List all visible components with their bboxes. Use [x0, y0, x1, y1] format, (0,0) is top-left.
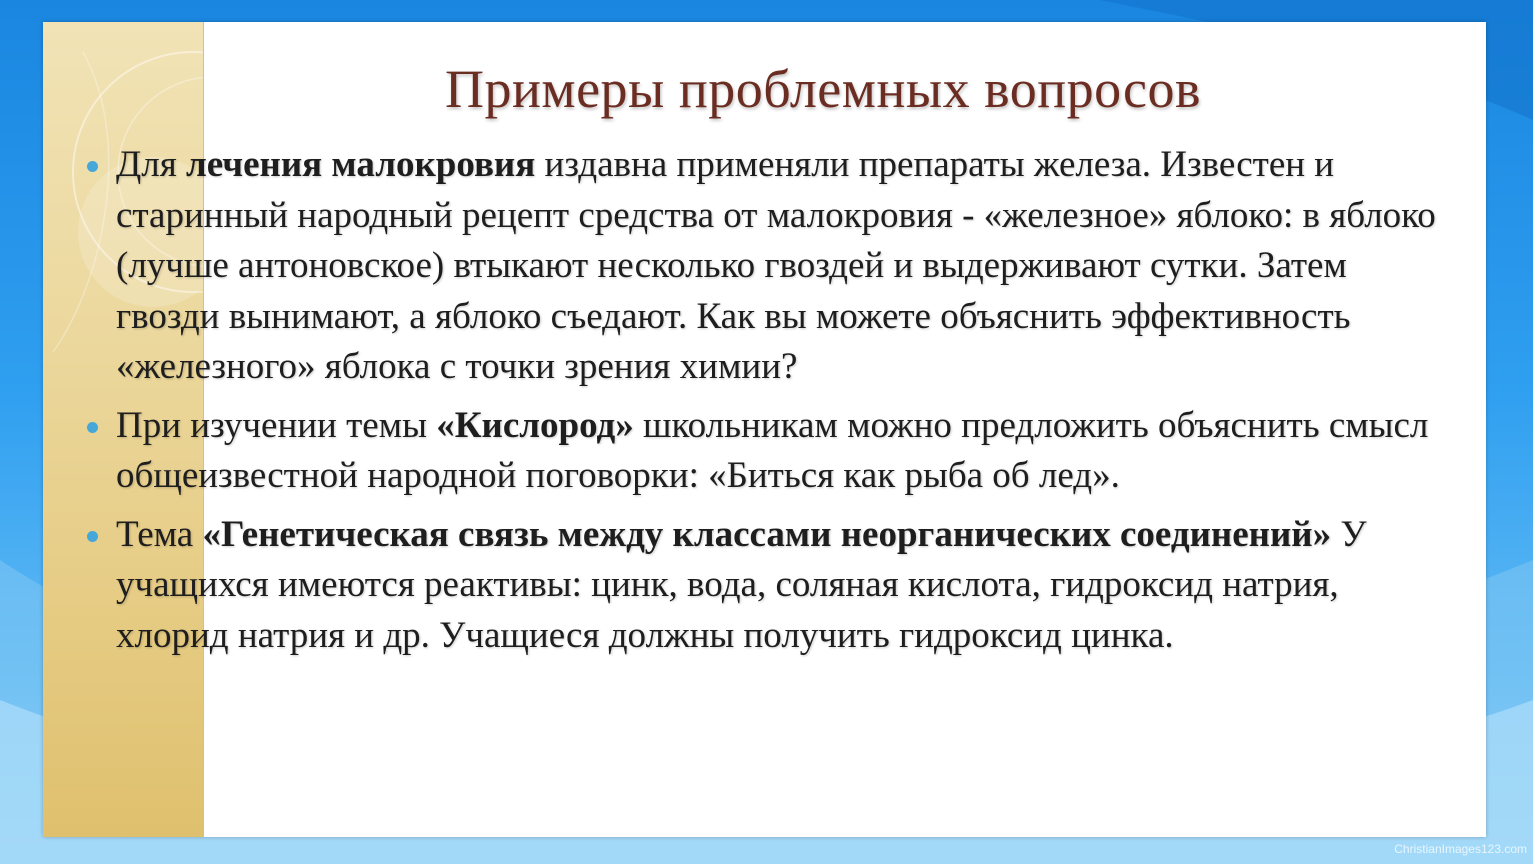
bullet-text-post: школьникам можно предложить объяснить смысл общеизвестной народной поговорки: «Биться как рыба об лед».: [116, 404, 1429, 496]
bullet-item: [85, 510, 1455, 662]
bullet-dot-icon: [87, 161, 98, 172]
bullet-item: [85, 140, 1455, 393]
bullet-text-pre: Тема: [116, 513, 203, 555]
slide-title: Примеры проблемных вопросов: [445, 59, 1201, 119]
bullet-dot-icon: [87, 531, 98, 542]
bullet-text-pre: При изучении темы: [116, 404, 437, 446]
bullet-dot-icon: [87, 422, 98, 433]
bullet-text-bold: «Кислород»: [436, 404, 634, 446]
bullet-text-post: У учащихся имеются реактивы: цинк, вода, соляная кислота, гидроксид натрия, хлорид натрия и др. Учащиеся должны получить гидроксид цинка.: [116, 513, 1367, 656]
watermark: ChristianImages123.com: [1394, 842, 1527, 856]
bullet-text-bold: «Генетическая связь между классами неорганических соединений»: [202, 513, 1332, 555]
slide: [43, 22, 1486, 837]
bullet-text-bold: лечения малокровия: [185, 144, 536, 185]
bullet-item: [85, 401, 1455, 502]
bullet-list: [85, 140, 1455, 669]
bullet-text-pre: Для: [116, 144, 186, 185]
bullet-text-post: издавна применяли препараты железа. Известен и старинный народный рецепт средства от малокровия - «железное» яблоко: в яблоко (лучше антоновское) втыкают несколько гвоздей и выдерживают сутки. Затем гвозди вынимают, а яблоко съедают. Как вы можете объяснить эффективность «железного» яблока с точки зрения химии?: [116, 144, 1436, 387]
